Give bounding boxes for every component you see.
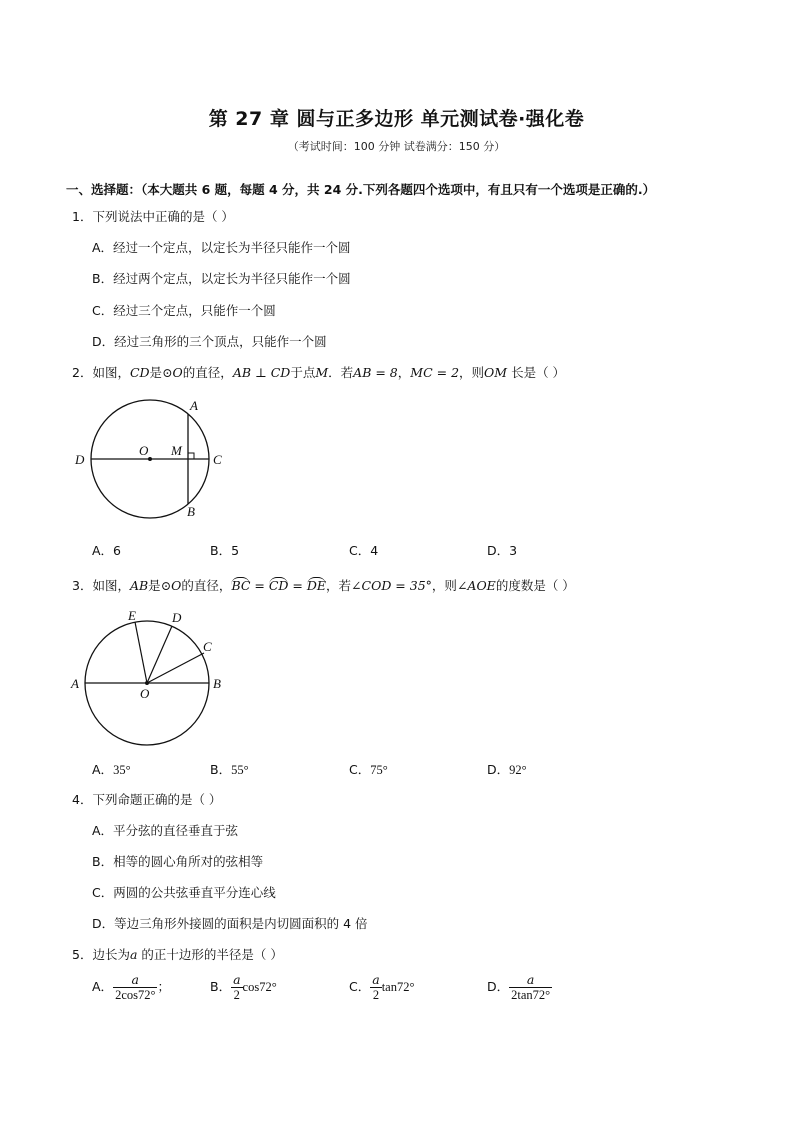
question-3-option-c [349, 760, 388, 778]
q2-text: ，则 [459, 365, 485, 380]
fraction [231, 972, 242, 1003]
label-b: B [187, 504, 195, 519]
fraction [370, 972, 381, 1003]
question-1-option-a: A．经过一个定点，以定长为半径只能作一个圆 [92, 240, 351, 255]
q2-perp: AB ⊥ CD [232, 365, 291, 380]
question-1-option-b: B．经过两个定点，以定长为半径只能作一个圆 [92, 271, 351, 286]
denominator: 2cos72° [115, 988, 156, 1002]
page-title: 第 27 章 圆与正多边形 单元测试卷·强化卷 [208, 108, 585, 130]
question-5-option-b [210, 972, 277, 1003]
option-letter: C． [349, 762, 371, 777]
radius-od [147, 626, 172, 683]
label-a: A [190, 398, 198, 413]
q3-text: 是 [148, 578, 161, 593]
radius-oe [135, 622, 147, 683]
option-tail: tan72° [381, 980, 415, 994]
denominator: 2 [370, 987, 381, 1003]
numerator: a [131, 972, 139, 987]
label-c: C [213, 452, 222, 467]
label-b: B [213, 676, 221, 691]
question-5-option-d [487, 972, 552, 1003]
question-4-option-b: B．相等的圆心角所对的弦相等 [92, 854, 264, 869]
label-m: M [171, 443, 182, 458]
q3-text: 的度数是（ ） [495, 578, 575, 593]
option-value: 35° [113, 763, 131, 777]
q2-cd: CD [129, 365, 150, 380]
question-1-option-d: D．经过三角形的三个顶点，只能作一个圆 [92, 334, 327, 349]
q3-arc-bc: BC [231, 578, 251, 593]
fraction [509, 972, 552, 1003]
q3-ab: AB [129, 578, 149, 593]
numerator: a [526, 972, 535, 987]
q2-mc: MC = 2 [410, 365, 460, 380]
option-letter: A． [92, 762, 114, 777]
numerator: a [372, 972, 380, 987]
q2-m: M [315, 365, 329, 380]
option-letter: A． [92, 979, 114, 994]
q5-variable-a: a [129, 947, 138, 962]
question-4-option-c: C．两圆的公共弦垂直平分连心线 [92, 885, 276, 900]
label-o: O [140, 686, 150, 701]
q3-eq: = [288, 578, 307, 593]
q3-circle-o: ⊙O [160, 578, 182, 593]
question-3-option-a [92, 760, 131, 778]
label-d: D [75, 452, 85, 467]
center-dot [145, 681, 149, 685]
denominator: 2tan72° [511, 988, 551, 1002]
option-letter: D． [487, 979, 510, 994]
question-4-stem: 4．下列命题正确的是（ ） [72, 792, 222, 807]
q2-om: OM [484, 365, 508, 380]
q2-text: ， [397, 365, 411, 380]
question-5-option-a [92, 972, 170, 1003]
question-3-option-d [487, 760, 527, 778]
q5-text: 的正十边形的半径是（ ） [137, 947, 283, 962]
q2-circle-o: ⊙O [162, 365, 183, 380]
q3-eq: = [250, 578, 269, 593]
exam-info: （考试时间：100 分钟 试卷满分：150 分） [287, 140, 506, 153]
question-4-option-d: D．等边三角形外接圆的面积是内切圆面积的 4 倍 [92, 916, 368, 931]
q2-text: 的直径， [182, 365, 233, 380]
question-5-option-c [349, 972, 414, 1003]
option-suffix: ； [157, 979, 170, 994]
option-tail: cos72° [242, 980, 277, 994]
q2-text: 是 [149, 365, 163, 380]
option-letter: D． [487, 762, 510, 777]
option-letter: B． [210, 979, 232, 994]
question-2-figure [70, 392, 240, 527]
question-2-option-a: A．6 [92, 543, 122, 558]
q5-text: 5．边长为 [72, 947, 130, 962]
question-1-option-c: C．经过三个定点，只能作一个圆 [92, 303, 276, 318]
q3-text: 的直径， [181, 578, 232, 593]
denominator: 2 [231, 987, 242, 1003]
label-e: E [128, 608, 136, 623]
fraction [113, 972, 157, 1003]
question-2-option-d: D．3 [487, 543, 518, 558]
q2-text: 于点 [290, 365, 316, 380]
question-1-stem: 1．下列说法中正确的是（ ） [72, 209, 234, 224]
question-2-option-b: B．5 [210, 543, 240, 558]
option-value: 92° [509, 763, 527, 777]
label-o: O [139, 443, 149, 458]
q3-arc-de: DE [306, 578, 327, 593]
q3-arc-cd: CD [268, 578, 289, 593]
right-angle-mark [188, 453, 194, 459]
question-4-option-a: A．平分弦的直径垂直于弦 [92, 823, 239, 838]
q2-text: 长是（ ） [507, 365, 566, 380]
question-2-option-c: C．4 [349, 543, 379, 558]
radius-oc [147, 653, 204, 683]
q3-text: 3．如图， [72, 578, 130, 593]
option-value: 55° [231, 763, 249, 777]
section-heading: 一、选择题：（本大题共 6 题，每题 4 分，共 24 分.下列各题四个选项中，有且只有一个选项是正确的.） [66, 182, 656, 197]
question-3-figure [68, 606, 238, 756]
option-letter: C． [349, 979, 371, 994]
label-d: D [172, 610, 182, 625]
question-5-stem [72, 945, 283, 963]
label-a: A [71, 676, 79, 691]
question-3-stem [72, 576, 575, 594]
option-letter: B． [210, 762, 232, 777]
question-2-stem [72, 363, 565, 381]
option-value: 75° [370, 763, 388, 777]
q3-angle-aoe: ∠AOE [456, 578, 496, 593]
question-3-option-b [210, 760, 249, 778]
q2-ab: AB = 8 [353, 365, 398, 380]
q3-angle-cod: ∠COD = 35° [351, 578, 432, 593]
numerator: a [233, 972, 241, 987]
center-dot [148, 457, 152, 461]
q2-text: ．若 [328, 365, 354, 380]
q3-text: ，若 [326, 578, 352, 593]
label-c: C [203, 639, 212, 654]
q3-text: ，则 [431, 578, 457, 593]
q2-text: 2．如图， [72, 365, 130, 380]
